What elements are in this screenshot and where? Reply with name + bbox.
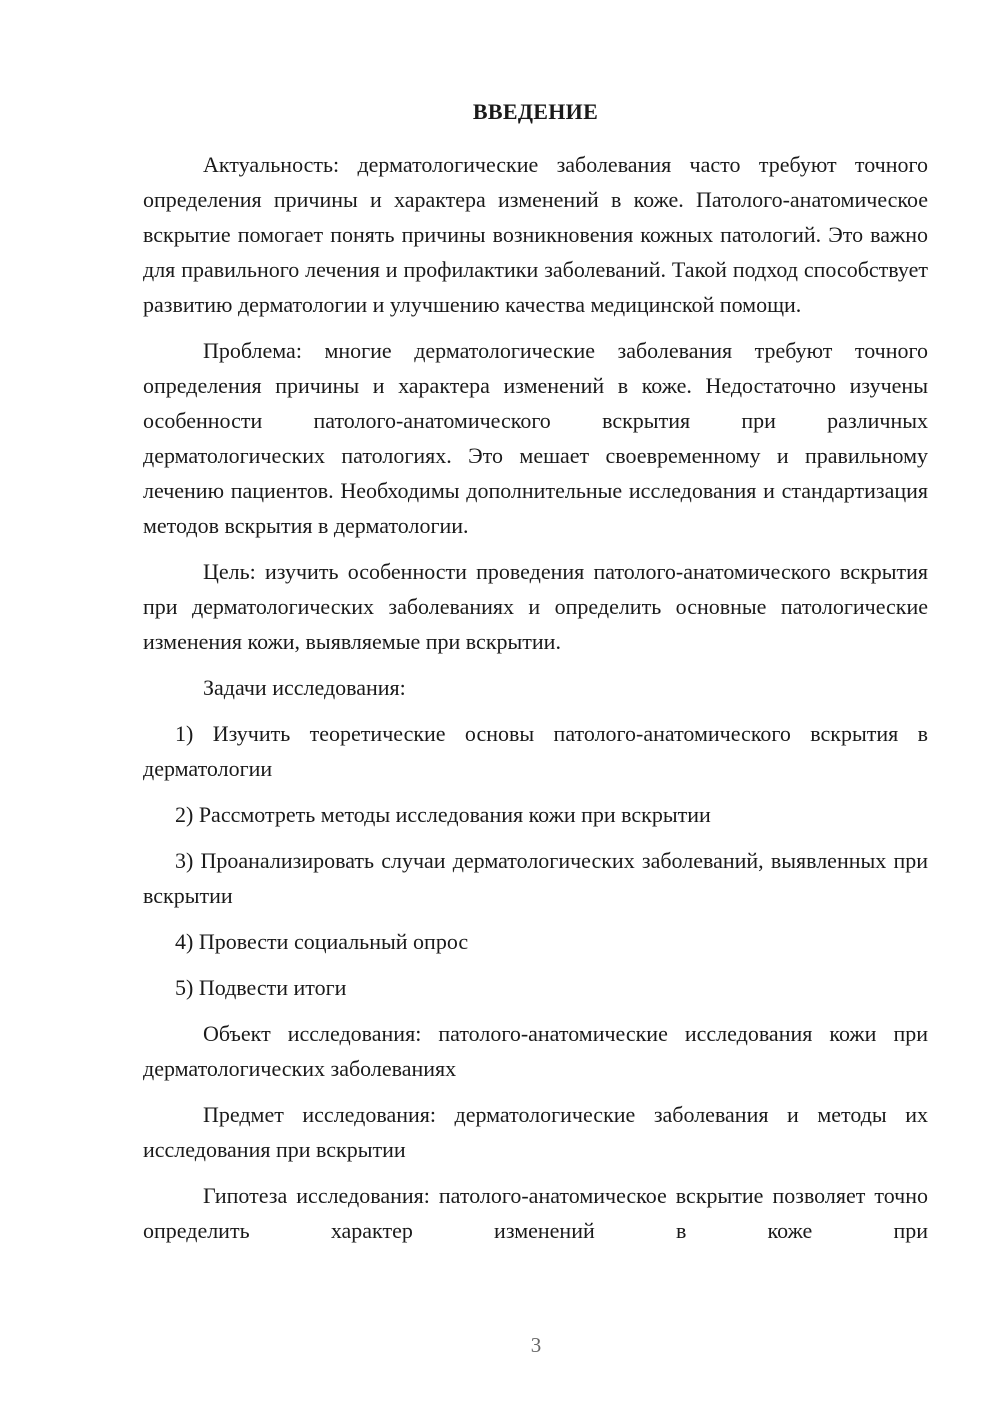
paragraph-object: Объект исследования: патолого-анатомические исследования кожи при дерматологических заболеваниях <box>143 1021 928 1081</box>
paragraph-problem: Проблема: многие дерматологические заболевания требуют точного определения причины и характера изменений в коже. Недостаточно изучены особенности патолого-анатомического вскрытия при различных дерматологических патологиях. Это мешает своевременному и правильному лечению пациентов. Необходимы дополнительные исследования и стандартизация методов вскрытия в дерматологии. <box>143 338 928 538</box>
tasks-heading: Задачи исследования: <box>203 675 406 700</box>
page-number: 3 <box>530 1333 542 1357</box>
task-item-1: 1) Изучить теоретические основы патолого-анатомического вскрытия в дерматологии <box>143 721 928 781</box>
task-item-5: 5) Подвести итоги <box>175 975 347 1000</box>
paragraph-hypothesis: Гипотеза исследования: патолого-анатомическое вскрытие позволяет точно определить характер изменений в коже при <box>143 1183 928 1243</box>
task-item-3: 3) Проанализировать случаи дерматологических заболеваний, выявленных при вскрытии <box>143 848 928 908</box>
page-title: ВВЕДЕНИЕ <box>472 99 599 124</box>
paragraph-goal: Цель: изучить особенности проведения патолого-анатомического вскрытия при дерматологических заболеваниях и определить основные патологические изменения кожи, выявляемые при вскрытии. <box>143 559 928 654</box>
paragraph-subject: Предмет исследования: дерматологические заболевания и методы их исследования при вскрытии <box>143 1102 928 1162</box>
task-item-4: 4) Провести социальный опрос <box>175 929 469 954</box>
paragraph-relevance: Актуальность: дерматологические заболевания часто требуют точного определения причины и характера изменений в коже. Патолого-анатомическое вскрытие помогает понять причины возникновения кожных патологий. Это важно для правильного лечения и профилактики заболеваний. Такой подход способствует развитию дерматологии и улучшению качества медицинской помощи. <box>143 152 928 317</box>
task-item-2: 2) Рассмотреть методы исследования кожи при вскрытии <box>175 802 711 827</box>
page-content <box>143 94 928 1259</box>
